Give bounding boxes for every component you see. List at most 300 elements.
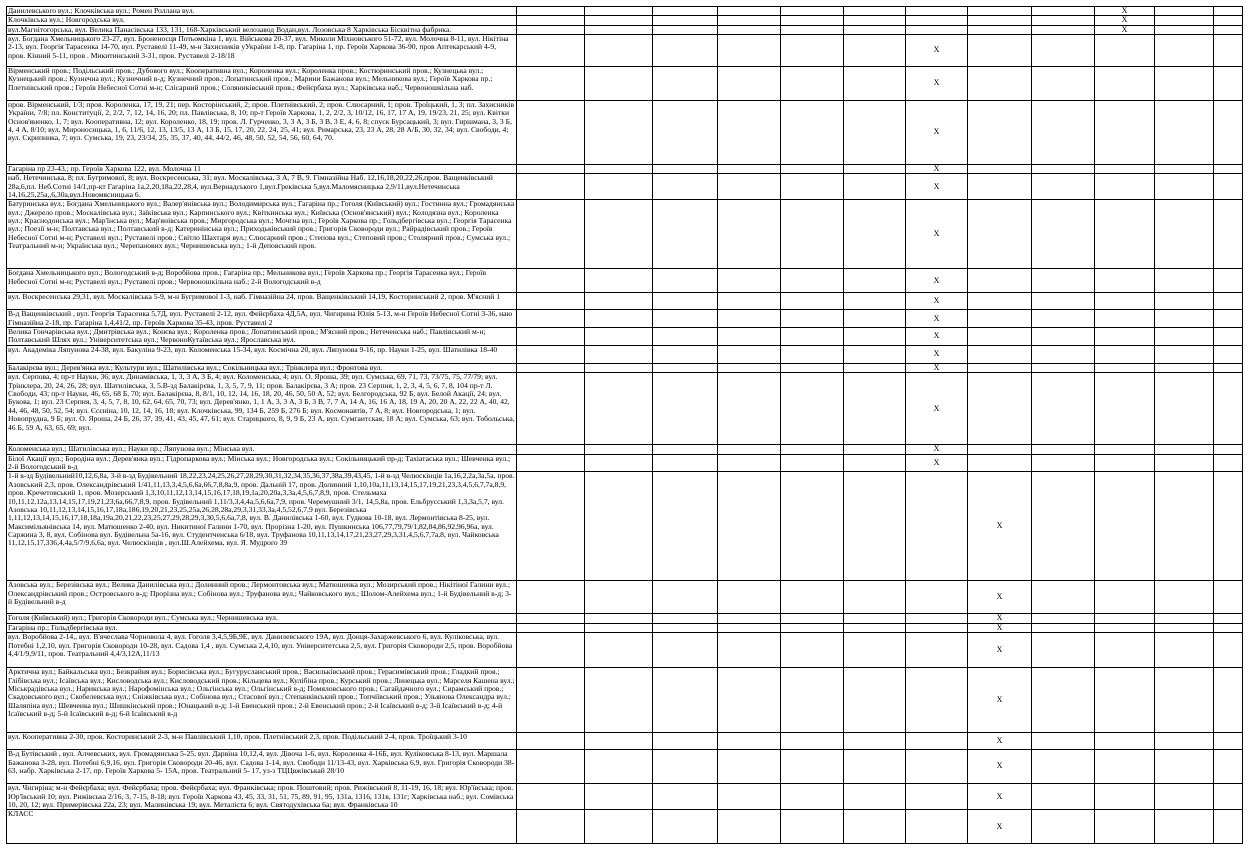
- empty-cell: [718, 200, 781, 269]
- empty-cell: [1155, 101, 1214, 165]
- empty-cell: [517, 373, 585, 445]
- empty-cell: [844, 35, 906, 67]
- empty-cell: [653, 364, 718, 373]
- table-row: [7, 733, 1243, 750]
- empty-cell: [517, 25, 585, 34]
- empty-cell: [1032, 101, 1095, 165]
- mark-cell: X: [968, 668, 1032, 733]
- empty-cell: [844, 346, 906, 364]
- empty-cell: [1095, 200, 1155, 269]
- empty-cell: [844, 472, 906, 581]
- empty-cell: [1214, 174, 1243, 200]
- table-row: [7, 373, 1243, 445]
- empty-cell: [781, 373, 844, 445]
- empty-cell: [844, 25, 906, 34]
- mark-cell: X: [1095, 25, 1155, 34]
- empty-cell: [517, 200, 585, 269]
- empty-cell: [653, 269, 718, 293]
- empty-cell: [844, 174, 906, 200]
- empty-cell: [1032, 165, 1095, 174]
- empty-cell: [906, 16, 968, 25]
- empty-cell: [1032, 35, 1095, 67]
- mark-cell: X: [1095, 7, 1155, 16]
- empty-cell: [1032, 310, 1095, 328]
- empty-cell: [585, 200, 653, 269]
- empty-cell: [1032, 784, 1095, 810]
- empty-cell: [517, 445, 585, 454]
- address-cell: вул. Богдана Хмельницького 23-27, вул. Броненосця Потьомкіна 1, вул. Військова 20-37, вул. Миколи Міхновського 51-72, вул. Молочна 8-11, вул. Нікітіна 2-13, вул. Георгія Тарасенка 14-70, вул. Руставелі 11-49, м-н Захисників уУкраїни 1-8, пр. Гагаріна 1, пр. Героїв Харкова 36-90, пров Аптекарський 4-9, пров. Кінний 5-11, пров . Микитинський 3-31, пров. Руставелі 2-18/18: [7, 35, 517, 67]
- table-row: [7, 784, 1243, 810]
- empty-cell: [844, 165, 906, 174]
- empty-cell: [906, 623, 968, 632]
- empty-cell: [1032, 581, 1095, 614]
- empty-cell: [1032, 750, 1095, 784]
- empty-cell: [1032, 16, 1095, 25]
- empty-cell: [517, 174, 585, 200]
- empty-cell: [1032, 668, 1095, 733]
- empty-cell: [718, 364, 781, 373]
- empty-cell: [517, 668, 585, 733]
- address-cell: КЛАСС: [7, 810, 517, 844]
- empty-cell: [1155, 200, 1214, 269]
- empty-cell: [1155, 346, 1214, 364]
- empty-cell: [1032, 364, 1095, 373]
- address-cell: Білої Акації вул.; Бородіна вул.; Дерев'янка вул.; Гідропаркова вул.; Мінська вул.; Новгородська вул.; Сокільницький пр-д; Тахіатаська вул.; Шевченка вул.; 2-й Вологодський в-д: [7, 454, 517, 472]
- empty-cell: [1095, 750, 1155, 784]
- empty-cell: [1032, 174, 1095, 200]
- mark-cell: X: [906, 67, 968, 101]
- empty-cell: [653, 633, 718, 668]
- empty-cell: [844, 633, 906, 668]
- empty-cell: [718, 165, 781, 174]
- empty-cell: [653, 328, 718, 346]
- empty-cell: [718, 445, 781, 454]
- table-row: [7, 67, 1243, 101]
- empty-cell: [844, 67, 906, 101]
- empty-cell: [1214, 784, 1243, 810]
- table-row: [7, 16, 1243, 25]
- empty-cell: [1032, 810, 1095, 844]
- empty-cell: [1214, 35, 1243, 67]
- empty-cell: [781, 668, 844, 733]
- empty-cell: [718, 623, 781, 632]
- empty-cell: [968, 67, 1032, 101]
- empty-cell: [718, 328, 781, 346]
- mark-cell: X: [968, 733, 1032, 750]
- table-row: [7, 200, 1243, 269]
- empty-cell: [517, 364, 585, 373]
- empty-cell: [906, 668, 968, 733]
- mark-cell: X: [906, 165, 968, 174]
- empty-cell: [653, 784, 718, 810]
- empty-cell: [1095, 633, 1155, 668]
- empty-cell: [1155, 750, 1214, 784]
- empty-cell: [517, 750, 585, 784]
- empty-cell: [968, 101, 1032, 165]
- empty-cell: [1095, 472, 1155, 581]
- empty-cell: [844, 293, 906, 310]
- empty-cell: [844, 454, 906, 472]
- empty-cell: [653, 750, 718, 784]
- empty-cell: [517, 16, 585, 25]
- empty-cell: [1214, 328, 1243, 346]
- empty-cell: [906, 733, 968, 750]
- empty-cell: [1155, 293, 1214, 310]
- empty-cell: [1155, 472, 1214, 581]
- empty-cell: [718, 581, 781, 614]
- empty-cell: [844, 101, 906, 165]
- mark-cell: X: [906, 328, 968, 346]
- empty-cell: [781, 633, 844, 668]
- address-cell: вул.Магнітогорська, вул. Велика Панасівська 133, 131, 168-Харківський велозавод Водан,вул. Лозовська 8 Харківська Бісквітна фабрика.: [7, 25, 517, 34]
- empty-cell: [1214, 269, 1243, 293]
- address-cell: Богдана Хмельницького вул.; Вологодський в-д; Воробйова пров.; Гагаріна пр.; Мельникова вул.; Героїв Харкова пр.; Георгія Тарасенка вул.; Героїв Небесної Сотні м-н; Руставелі вул.; Руставелі пров.; Червоношкільна наб.; 2-й Вологодський в-д: [7, 269, 517, 293]
- table-row: [7, 269, 1243, 293]
- empty-cell: [1032, 25, 1095, 34]
- address-cell: вул. Чигиріна; м-н Фейєрбаха; вул. Фейєрбаха; пров. Фейєрбаха; вул. Франківська; пров. Поштовий; пров. Рижівський 8, 11-19, 16, 18; вул. Юр'ївська; пров. Юр'ївський 10; вул. Рижівська 2/16, 3, 7-15, 8-18; вул. Героїв Харкова 43, 45, 33, 31, 51, 75, 89, 91, 95, 131а, 1316, 131в, 131г; Харківська наб.; вул. Сомівська 10, 20, 12; вул. Примерівська 22а, 23; вул. Малинівська 19; вул. Металіста 6; вул. Святодухівська 6а; вул. Франківська 10: [7, 784, 517, 810]
- empty-cell: [585, 614, 653, 623]
- address-cell: Гагаріна пр 23-43.; пр. Героїв Харкова 122, вул. Молочна 11: [7, 165, 517, 174]
- empty-cell: [844, 328, 906, 346]
- table-row: [7, 7, 1243, 16]
- empty-cell: [718, 750, 781, 784]
- empty-cell: [1155, 581, 1214, 614]
- table-row: [7, 668, 1243, 733]
- empty-cell: [781, 200, 844, 269]
- empty-cell: [968, 165, 1032, 174]
- empty-cell: [844, 16, 906, 25]
- empty-cell: [517, 614, 585, 623]
- empty-cell: [1095, 623, 1155, 632]
- empty-cell: [906, 633, 968, 668]
- empty-cell: [1155, 67, 1214, 101]
- address-cell: Данилевського вул.; Клочківська вул.; Ромен Роллана вул.: [7, 7, 517, 16]
- mark-cell: X: [906, 454, 968, 472]
- empty-cell: [718, 633, 781, 668]
- empty-cell: [906, 25, 968, 34]
- table-row: [7, 633, 1243, 668]
- empty-cell: [844, 445, 906, 454]
- empty-cell: [844, 200, 906, 269]
- table-row: [7, 101, 1243, 165]
- empty-cell: [781, 784, 844, 810]
- table-row: [7, 581, 1243, 614]
- empty-cell: [1155, 633, 1214, 668]
- empty-cell: [1214, 364, 1243, 373]
- empty-cell: [1155, 328, 1214, 346]
- empty-cell: [781, 293, 844, 310]
- empty-cell: [718, 810, 781, 844]
- empty-cell: [1155, 373, 1214, 445]
- mark-cell: X: [968, 581, 1032, 614]
- empty-cell: [585, 445, 653, 454]
- empty-cell: [968, 373, 1032, 445]
- empty-cell: [517, 733, 585, 750]
- empty-cell: [517, 810, 585, 844]
- empty-cell: [1032, 633, 1095, 668]
- empty-cell: [653, 293, 718, 310]
- empty-cell: [1155, 174, 1214, 200]
- empty-cell: [585, 67, 653, 101]
- empty-cell: [718, 101, 781, 165]
- empty-cell: [1032, 328, 1095, 346]
- empty-cell: [653, 16, 718, 25]
- empty-cell: [653, 7, 718, 16]
- empty-cell: [1214, 101, 1243, 165]
- empty-cell: [585, 623, 653, 632]
- empty-cell: [844, 614, 906, 623]
- empty-cell: [1214, 454, 1243, 472]
- empty-cell: [968, 200, 1032, 269]
- empty-cell: [1032, 67, 1095, 101]
- empty-cell: [1214, 750, 1243, 784]
- empty-cell: [1032, 623, 1095, 632]
- empty-cell: [585, 165, 653, 174]
- empty-cell: [517, 581, 585, 614]
- empty-cell: [1095, 454, 1155, 472]
- empty-cell: [517, 165, 585, 174]
- empty-cell: [585, 328, 653, 346]
- empty-cell: [718, 614, 781, 623]
- empty-cell: [781, 581, 844, 614]
- empty-cell: [718, 35, 781, 67]
- empty-cell: [1155, 364, 1214, 373]
- empty-cell: [1155, 35, 1214, 67]
- empty-cell: [585, 454, 653, 472]
- address-cell: вул. Кооперативна 2-30, пров. Косторинський 2-3, м-н Павлівський 1,10, пров. Плетнівський 2,3, пров. Подільський 2-4, пров. Троїцький 3-10: [7, 733, 517, 750]
- mark-cell: X: [906, 200, 968, 269]
- address-cell: 1-й в-зд Будівельний10,12,6,8а, 3-й в-зд Будівельний 18,22,23,24,25,26,27,28,29,30,31,32,34,35,36,37,38а,39,43,45, 1-й в-зд Челюскінців 1а,16,2,2а,3а,5а, пров. Азовський 2,3, пров. Олександрівський 1/41,11,13,3,4,5,6,6а,66,7,8,8а,9, пров. Дальній 17, пров. Долинний 1,10,10а,11,13,14,15,17,19,21,23,3,4,5,6,7,7а,8,9, пров. Кречетовський 1, пров. Мозерський 1,3,10,11,12,13,14,15,16,17,18,19,1а,20,20а,3,3а,4,5,6,7,8,9, пров. Стельмаха 10,11,12,12а,13,14,15,17,19,21,23,6а,66,7,8,9, пров. Будівельний 1,11/3,3,4,4а,5,6,6а,7,9, пров. Черемушний 3/1, 14,5,8а, пров. Ельбрусський 1,3,3а,5,7, вул. Азовська 10,11,12,13,14,15,16,17,18а,186,19,20,21,23,25,25а,26,28,28а,29,3,31,33,3а,4,5,52,6,7,9 вул. Березівська 1,11,12,13,14,15,16,17,18,18а,19а,20,21,22,23,25,27,29,28,29,3,30,5,6,6а,7,8, вул. В. Данилівська 1-60, вул. Гудкова 10-18, вул. Лермонтівська 8-25, вул. Максимільянівська 14, вул. Матюшенко 2-40, вул. Никитиної Галини 1-70, вул. Прорізна 1-20, вул. Пушкинська 106,77,79,79/1,82,84,86,92,96,96а, вул. Саржина 3, 8, вул. Собінова вул. Будівельна 5а-16, вул. Студентченська 6/18, вул. Труфанова 10,11,13,14,17,21,23,27,29,3,31,4,5,6,7,7а,8, вул. Чайковська 11,12,15,17,336,4,4а,5/7/9,6,6а, вул. Челюскінців , вул.Ш.Алейхема, вул. Я. Мудрого 39: [7, 472, 517, 581]
- empty-cell: [718, 174, 781, 200]
- empty-cell: [968, 445, 1032, 454]
- address-cell: Велика Гончарівська вул.; Дмитрівська вул.; Конєва вул.; Короленка пров.; Лопатинський пров.; М'ясний пров.; Нетеченська наб.; Павлівський м-н; Полтавський Шлях вул.; Університетська вул.; ЧервоноКутаївська вул.; Ярославська вул.: [7, 328, 517, 346]
- empty-cell: [1155, 733, 1214, 750]
- empty-cell: [1095, 101, 1155, 165]
- empty-cell: [1214, 16, 1243, 25]
- empty-cell: [653, 445, 718, 454]
- empty-cell: [517, 623, 585, 632]
- empty-cell: [1214, 633, 1243, 668]
- empty-cell: [517, 293, 585, 310]
- mark-cell: X: [968, 784, 1032, 810]
- empty-cell: [653, 67, 718, 101]
- empty-cell: [517, 67, 585, 101]
- empty-cell: [844, 310, 906, 328]
- empty-cell: [1214, 200, 1243, 269]
- table-row: [7, 174, 1243, 200]
- empty-cell: [1095, 165, 1155, 174]
- empty-cell: [1214, 472, 1243, 581]
- empty-cell: [718, 346, 781, 364]
- empty-cell: [1214, 445, 1243, 454]
- empty-cell: [1214, 25, 1243, 34]
- empty-cell: [718, 7, 781, 16]
- empty-cell: [1155, 165, 1214, 174]
- empty-cell: [781, 454, 844, 472]
- empty-cell: [1095, 35, 1155, 67]
- address-cell: Балакірєва вул.; Дерев'янка вул.; Культури вул.; Шатилівська вул.; Сокільницька вул.; Трінклера вул.; Фронтова вул.: [7, 364, 517, 373]
- empty-cell: [653, 101, 718, 165]
- empty-cell: [844, 269, 906, 293]
- empty-cell: [781, 101, 844, 165]
- empty-cell: [718, 454, 781, 472]
- empty-cell: [1214, 67, 1243, 101]
- mark-cell: X: [906, 346, 968, 364]
- empty-cell: [718, 733, 781, 750]
- empty-cell: [585, 750, 653, 784]
- empty-cell: [844, 364, 906, 373]
- empty-cell: [968, 293, 1032, 310]
- address-cell: Коломенська вул.; Шатилівська вул.; Науки пр.; Ляпунова вул.; Мінська вул.: [7, 445, 517, 454]
- address-cell: Клочківська вул.; Новгородська вул.: [7, 16, 517, 25]
- empty-cell: [517, 454, 585, 472]
- empty-cell: [1155, 7, 1214, 16]
- empty-cell: [585, 364, 653, 373]
- mark-cell: X: [906, 35, 968, 67]
- empty-cell: [1095, 668, 1155, 733]
- empty-cell: [718, 472, 781, 581]
- mark-cell: X: [968, 810, 1032, 844]
- empty-cell: [781, 310, 844, 328]
- mark-cell: X: [906, 364, 968, 373]
- table-row: [7, 445, 1243, 454]
- empty-cell: [968, 174, 1032, 200]
- empty-cell: [1214, 614, 1243, 623]
- empty-cell: [1214, 373, 1243, 445]
- mark-cell: X: [1095, 16, 1155, 25]
- empty-cell: [653, 581, 718, 614]
- mark-cell: X: [968, 633, 1032, 668]
- empty-cell: [781, 328, 844, 346]
- empty-cell: [517, 346, 585, 364]
- empty-cell: [844, 7, 906, 16]
- empty-cell: [1214, 668, 1243, 733]
- table-row: [7, 364, 1243, 373]
- mark-cell: X: [968, 623, 1032, 632]
- empty-cell: [1032, 614, 1095, 623]
- empty-cell: [585, 35, 653, 67]
- empty-cell: [781, 174, 844, 200]
- empty-cell: [906, 472, 968, 581]
- empty-cell: [585, 25, 653, 34]
- empty-cell: [1095, 733, 1155, 750]
- empty-cell: [844, 373, 906, 445]
- table-row: [7, 750, 1243, 784]
- empty-cell: [1032, 200, 1095, 269]
- table-row: [7, 472, 1243, 581]
- empty-cell: [718, 668, 781, 733]
- empty-cell: [1032, 293, 1095, 310]
- address-cell: вул. Воробйова 2-14,, вул. В'ячеслава Чорновола 4, вул. Гоголя 3,4,5,9Б,9Е, вул. Данилевського 19А, вул. Донця-Захаржевського 6, вул. Куліковська, вул. Потебні 1,2,10, вул. Григорія Сковороди 10-28, вул. Садова 1,4 , вул. Сумська 2,4,10, вул. Університетська 2,5, вул. Григорія Сковороди 2,5, пров. Воробйова 4,4/1/9,9/11, пров. Театральний 4,4/3,12А,11/13: [7, 633, 517, 668]
- table-row: [7, 165, 1243, 174]
- empty-cell: [1032, 7, 1095, 16]
- empty-cell: [517, 101, 585, 165]
- empty-cell: [781, 623, 844, 632]
- empty-cell: [781, 35, 844, 67]
- empty-cell: [585, 373, 653, 445]
- mark-cell: X: [906, 101, 968, 165]
- empty-cell: [585, 733, 653, 750]
- empty-cell: [844, 581, 906, 614]
- empty-cell: [781, 614, 844, 623]
- empty-cell: [906, 7, 968, 16]
- empty-cell: [517, 472, 585, 581]
- empty-cell: [1095, 174, 1155, 200]
- empty-cell: [968, 269, 1032, 293]
- empty-cell: [585, 346, 653, 364]
- table-row: [7, 346, 1243, 364]
- empty-cell: [653, 810, 718, 844]
- empty-cell: [585, 293, 653, 310]
- empty-cell: [1155, 810, 1214, 844]
- address-cell: Арктична вул.; Байкальська вул.; Безкрайня вул.; Борисівська вул.; Бугурусланський пров.; Васильківський пров.; Герасимівський пров.; Гладкий пров.; Глібівська вул.; Ісаївська вул.; Кисловодська вул.; Кисловодський пров.; Кільцева вул.; Кулібіна пров.; Курський пров.; Линецька вул.; Марселя Кашена вул.; Міськрадівська вул.; Нарикська вул.; Нарофомінська вул.; Ольгінська вул.; Ольгінський в-д; Помяловського пров.; Сагайдачного вул.; Сирамський пров.; Скадовського вул.; Скобелевська вул.; Сніжківська вул.; Собінова вул.; Стасової вул.; Степанківський пров.; Топчіївський пров.; Ульянова Олександра вул.; Шаляпіна вул.; Шевченка вул.; Шишкінський пров.; Юнацький в-д; 1-й Евенський пров.; 2-й Евенський пров.; 2-й Ісаївський в-д; 3-й Ісаївський в-д; 4-й Ісаївський в-д; 5-й Ісаївський в-д; 6-й Ісаївський в-д: [7, 668, 517, 733]
- empty-cell: [1155, 614, 1214, 623]
- empty-cell: [781, 67, 844, 101]
- empty-cell: [1095, 581, 1155, 614]
- empty-cell: [1095, 373, 1155, 445]
- empty-cell: [1214, 165, 1243, 174]
- table-row: [7, 328, 1243, 346]
- empty-cell: [781, 750, 844, 784]
- mark-cell: X: [968, 614, 1032, 623]
- empty-cell: [1095, 784, 1155, 810]
- empty-cell: [1032, 472, 1095, 581]
- empty-cell: [653, 200, 718, 269]
- empty-cell: [968, 16, 1032, 25]
- empty-cell: [585, 472, 653, 581]
- empty-cell: [1214, 810, 1243, 844]
- mark-cell: X: [968, 472, 1032, 581]
- address-cell: Батуринська вул.; Богдана Хмельницького вул.; Валер'янівська вул.; Володимирська вул.; Гагаріна пр.; Гоголя (Київський) вул.; Гостинна вул.; Громадянська вул.; Джерело пров.; Москалівська вул.; Заїківська вул.; Карпинського вул.; Квіткинська вул.; Київська (Основ'янський) вул.; Колодязна вул.; Короленка вул.; Краснодонська вул.; Мар'їнська вул.; Мар'янівська пров.; Миргородська вул.; Мочгна вул.; Героїв Харкова пр.; Гольдбергівська вул.; Георгія Тарасенка вул.; Поезії м-н; Полтавська вул.; Полтавський в-д; Катеринінська вул.; Приходьківський пров.; Григорія Сковороди вул.; Райрадівський пров.; Героїв Небесної Сотні м-н; Руставелі вул.; Руставелі пров.; Світло Шахтаря вул.; Слюсарний пров.; Степова вул.; Степовий пров.; Столярний пров.; Сумська вул.; Театральний м-н; Українська вул.; Черепанових вул.; Чернишевська вул.; 1-й Деповський пров.: [7, 200, 517, 269]
- table-row: [7, 25, 1243, 34]
- empty-cell: [718, 293, 781, 310]
- empty-cell: [718, 25, 781, 34]
- mark-cell: X: [906, 445, 968, 454]
- empty-cell: [1155, 16, 1214, 25]
- empty-cell: [968, 364, 1032, 373]
- empty-cell: [653, 614, 718, 623]
- empty-cell: [781, 364, 844, 373]
- empty-cell: [1155, 623, 1214, 632]
- empty-cell: [1032, 454, 1095, 472]
- empty-cell: [1155, 445, 1214, 454]
- empty-cell: [718, 310, 781, 328]
- empty-cell: [1214, 581, 1243, 614]
- empty-cell: [906, 750, 968, 784]
- empty-cell: [781, 25, 844, 34]
- empty-cell: [1095, 614, 1155, 623]
- empty-cell: [844, 623, 906, 632]
- empty-cell: [781, 472, 844, 581]
- empty-cell: [968, 454, 1032, 472]
- empty-cell: [585, 174, 653, 200]
- address-cell: В-д Бутівський , вул. Алчевських, вул. Громадянська 5-25, вул. Дарвіна 10,12,4, вул. Дівоча 1-6, вул. Короленка 4-16Б, вул. Куліковська 8-13, вул. Маршала Бажанова 3-28, вул. Потебні 6,9,16, вул. Григорія Сковороди 20-46, вул. Садова 1-14, вул. Свободи 11/13-43, вул. Харківська 6,9, вул. Григорія Сковороди 38-63, набр. Харківська 2-17, пр. Героїв Харкова 5- 15А, пров. Театральний 5- 17, уз-з ТЦЦвжівськай 28/10: [7, 750, 517, 784]
- table-row: [7, 623, 1243, 632]
- empty-cell: [1095, 445, 1155, 454]
- empty-cell: [781, 165, 844, 174]
- empty-cell: [1095, 328, 1155, 346]
- empty-cell: [968, 328, 1032, 346]
- table-row: [7, 293, 1243, 310]
- empty-cell: [844, 750, 906, 784]
- mark-cell: X: [906, 269, 968, 293]
- mark-cell: X: [906, 293, 968, 310]
- empty-cell: [968, 35, 1032, 67]
- empty-cell: [781, 445, 844, 454]
- empty-cell: [585, 310, 653, 328]
- mark-cell: X: [906, 373, 968, 445]
- address-cell: Гоголя (Київський) вул.; Григорія Сковороди вул.; Сумська вул.; Чернишевська вул.: [7, 614, 517, 623]
